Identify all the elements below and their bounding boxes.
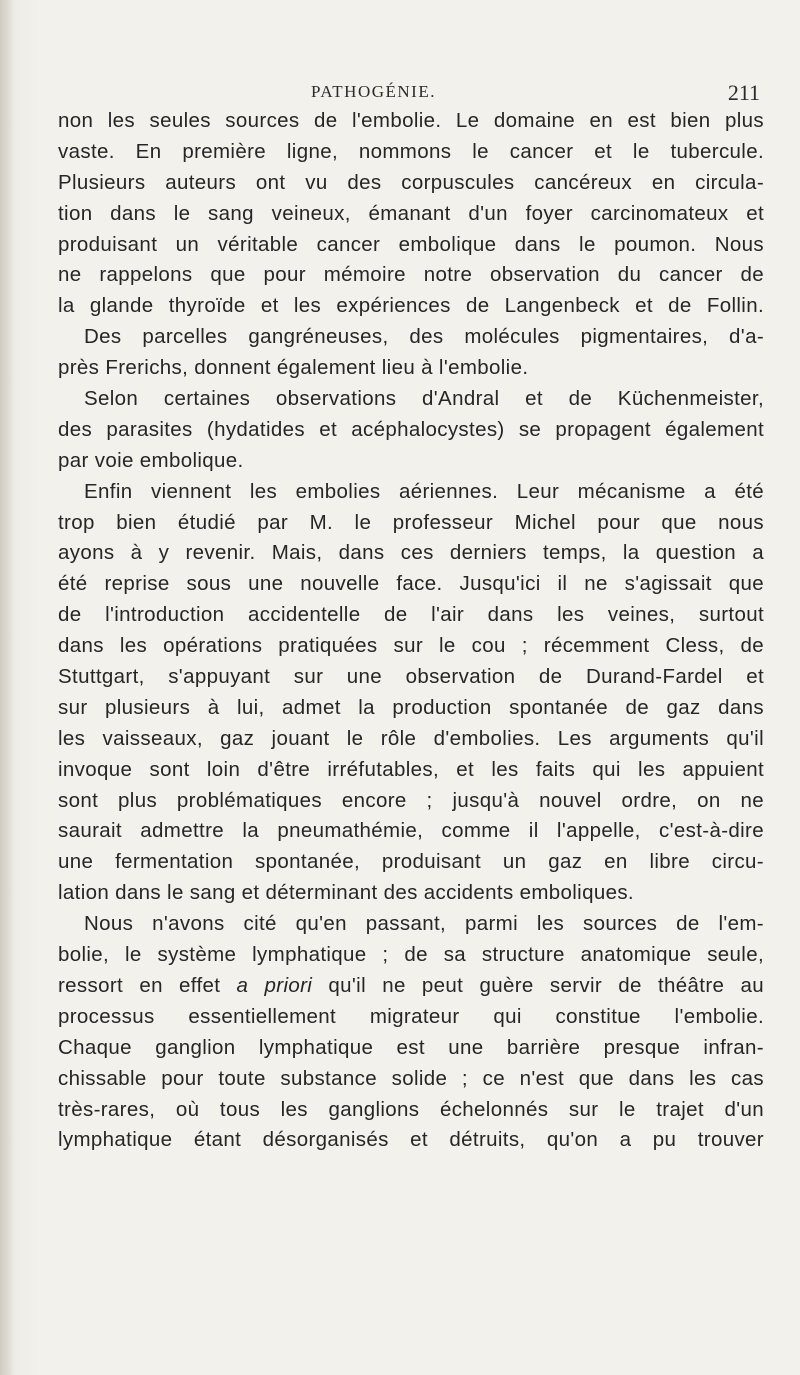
page-number: 211	[727, 80, 760, 105]
text-line: Nous n'avons cité qu'en passant, parmi les sources de l'em-	[84, 912, 764, 936]
text-line: sont plus problématiques encore ; jusqu'à nouvel ordre, on ne	[58, 788, 764, 812]
text-line: Enfin viennent les embolies aériennes. Leur mécanisme a été	[84, 479, 764, 503]
text-line: été reprise sous une nouvelle face. Jusqu'ici il ne s'agissait que	[58, 572, 764, 596]
text-line: trop bien étudié par M. le professeur Michel pour que nous	[58, 510, 764, 534]
text-line: dans les opérations pratiquées sur le cou ; récemment Cless, de	[58, 634, 764, 658]
text-line: très-rares, où tous les ganglions échelonnés sur le trajet d'un	[58, 1097, 764, 1121]
text-line: vaste. En première ligne, nommons le cancer et le tubercule.	[58, 139, 764, 163]
text-line: non les seules sources de l'embolie. Le domaine en est bien plus	[58, 109, 764, 132]
text-line: de l'introduction accidentelle de l'air dans les veines, surtout	[58, 603, 764, 627]
text-line: près Frerichs, donnent également lieu à l'embolie.	[58, 356, 529, 380]
text-line: tion dans le sang veineux, émanant d'un foyer carcinomateux et	[58, 201, 764, 225]
text-line: processus essentiellement migrateur qui constitue l'embolie.	[58, 1004, 764, 1028]
text-line: Stuttgart, s'appuyant sur une observation de Durand-Fardel et	[58, 665, 764, 689]
text-line: Chaque ganglion lymphatique est une barrière presque infran-	[58, 1035, 764, 1059]
running-head: PATHOGÉNIE.	[311, 82, 436, 101]
text-segment: ressort en effet	[58, 973, 237, 997]
text-line: les vaisseaux, gaz jouant le rôle d'embolies. Les arguments qu'il	[58, 726, 764, 750]
text-line: lymphatique étant désorganisés et détruits, qu'on a pu trouver	[58, 1128, 764, 1152]
text-line	[58, 971, 764, 1002]
text-line: bolie, le système lymphatique ; de sa structure anatomique seule,	[58, 943, 764, 967]
text-line: Selon certaines observations d'Andral et de Küchenmeister,	[84, 387, 764, 411]
text-line: sur plusieurs à lui, admet la production spontanée de gaz dans	[58, 695, 764, 719]
text-line: lation dans le sang et déterminant des accidents emboliques.	[58, 881, 634, 905]
text-segment: qu'il ne peut guère servir de théâtre au	[312, 973, 764, 997]
text-line: une fermentation spontanée, produisant un gaz en libre circu-	[58, 850, 764, 874]
text-line: produisant un véritable cancer embolique dans le poumon. Nous	[58, 232, 764, 256]
text-line: ayons à y revenir. Mais, dans ces derniers temps, la question a	[58, 541, 764, 565]
text-line: ne rappelons que pour mémoire notre observation du cancer de	[58, 263, 764, 287]
italic-phrase: a priori	[236, 973, 313, 997]
body-text	[58, 106, 764, 1156]
binding-shadow	[0, 0, 14, 1375]
text-line: par voie embolique.	[58, 448, 244, 472]
text-line: Des parcelles gangréneuses, des molécules pigmentaires, d'a-	[84, 325, 764, 349]
text-line: chissable pour toute substance solide ; ce n'est que dans les cas	[58, 1066, 764, 1090]
text-line: invoque sont loin d'être irréfutables, et les faits qui les appuient	[58, 757, 764, 781]
text-line: des parasites (hydatides et acéphalocystes) se propagent également	[58, 417, 764, 441]
text-line: la glande thyroïde et les expériences de Langenbeck et de Follin.	[58, 294, 764, 318]
text-line: saurait admettre la pneumathémie, comme il l'appelle, c'est-à-dire	[58, 819, 764, 843]
text-line: Plusieurs auteurs ont vu des corpuscules cancéreux en circula-	[58, 170, 764, 194]
